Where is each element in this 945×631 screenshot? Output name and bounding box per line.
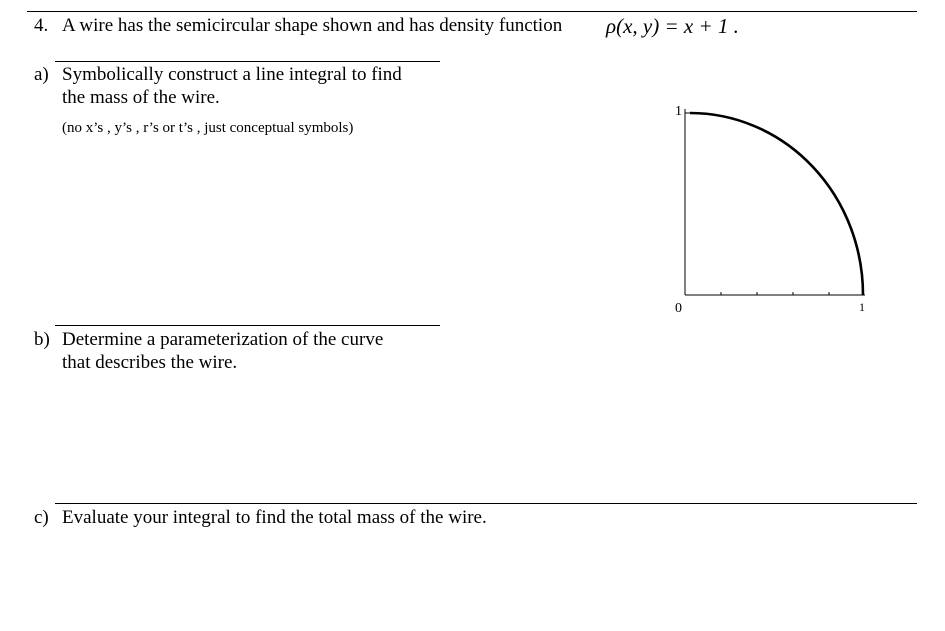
part-c-rule	[55, 503, 917, 504]
question-number: 4.	[34, 15, 49, 36]
x-axis-ticks	[685, 291, 863, 295]
part-b-line1: Determine a parameterization of the curve	[62, 329, 384, 350]
part-b-label: b)	[34, 329, 50, 350]
top-rule	[27, 11, 917, 12]
y-tick-label: 1	[675, 104, 682, 119]
part-c-label: c)	[34, 507, 49, 528]
part-b-line2: that describes the wire.	[62, 352, 238, 373]
part-a-line2: the mass of the wire.	[62, 87, 220, 108]
part-a-rule	[55, 61, 440, 62]
wire-figure	[660, 95, 880, 325]
part-b-rule	[55, 325, 440, 326]
part-a-line1: Symbolically construct a line integral to find	[62, 64, 402, 85]
part-a-label: a)	[34, 64, 49, 85]
question-text: A wire has the semicircular shape shown and has density function	[62, 15, 563, 36]
part-a-note: (no x’s , y’s , r’s or t’s , just conceptual symbols)	[62, 120, 354, 136]
wire-curve	[690, 113, 863, 295]
x-tick-label: 1	[859, 300, 865, 314]
x-origin-label: 0	[675, 301, 682, 316]
density-formula: ρ(x, y) = x + 1 .	[606, 14, 739, 38]
part-c-text: Evaluate your integral to find the total mass of the wire.	[62, 507, 487, 528]
